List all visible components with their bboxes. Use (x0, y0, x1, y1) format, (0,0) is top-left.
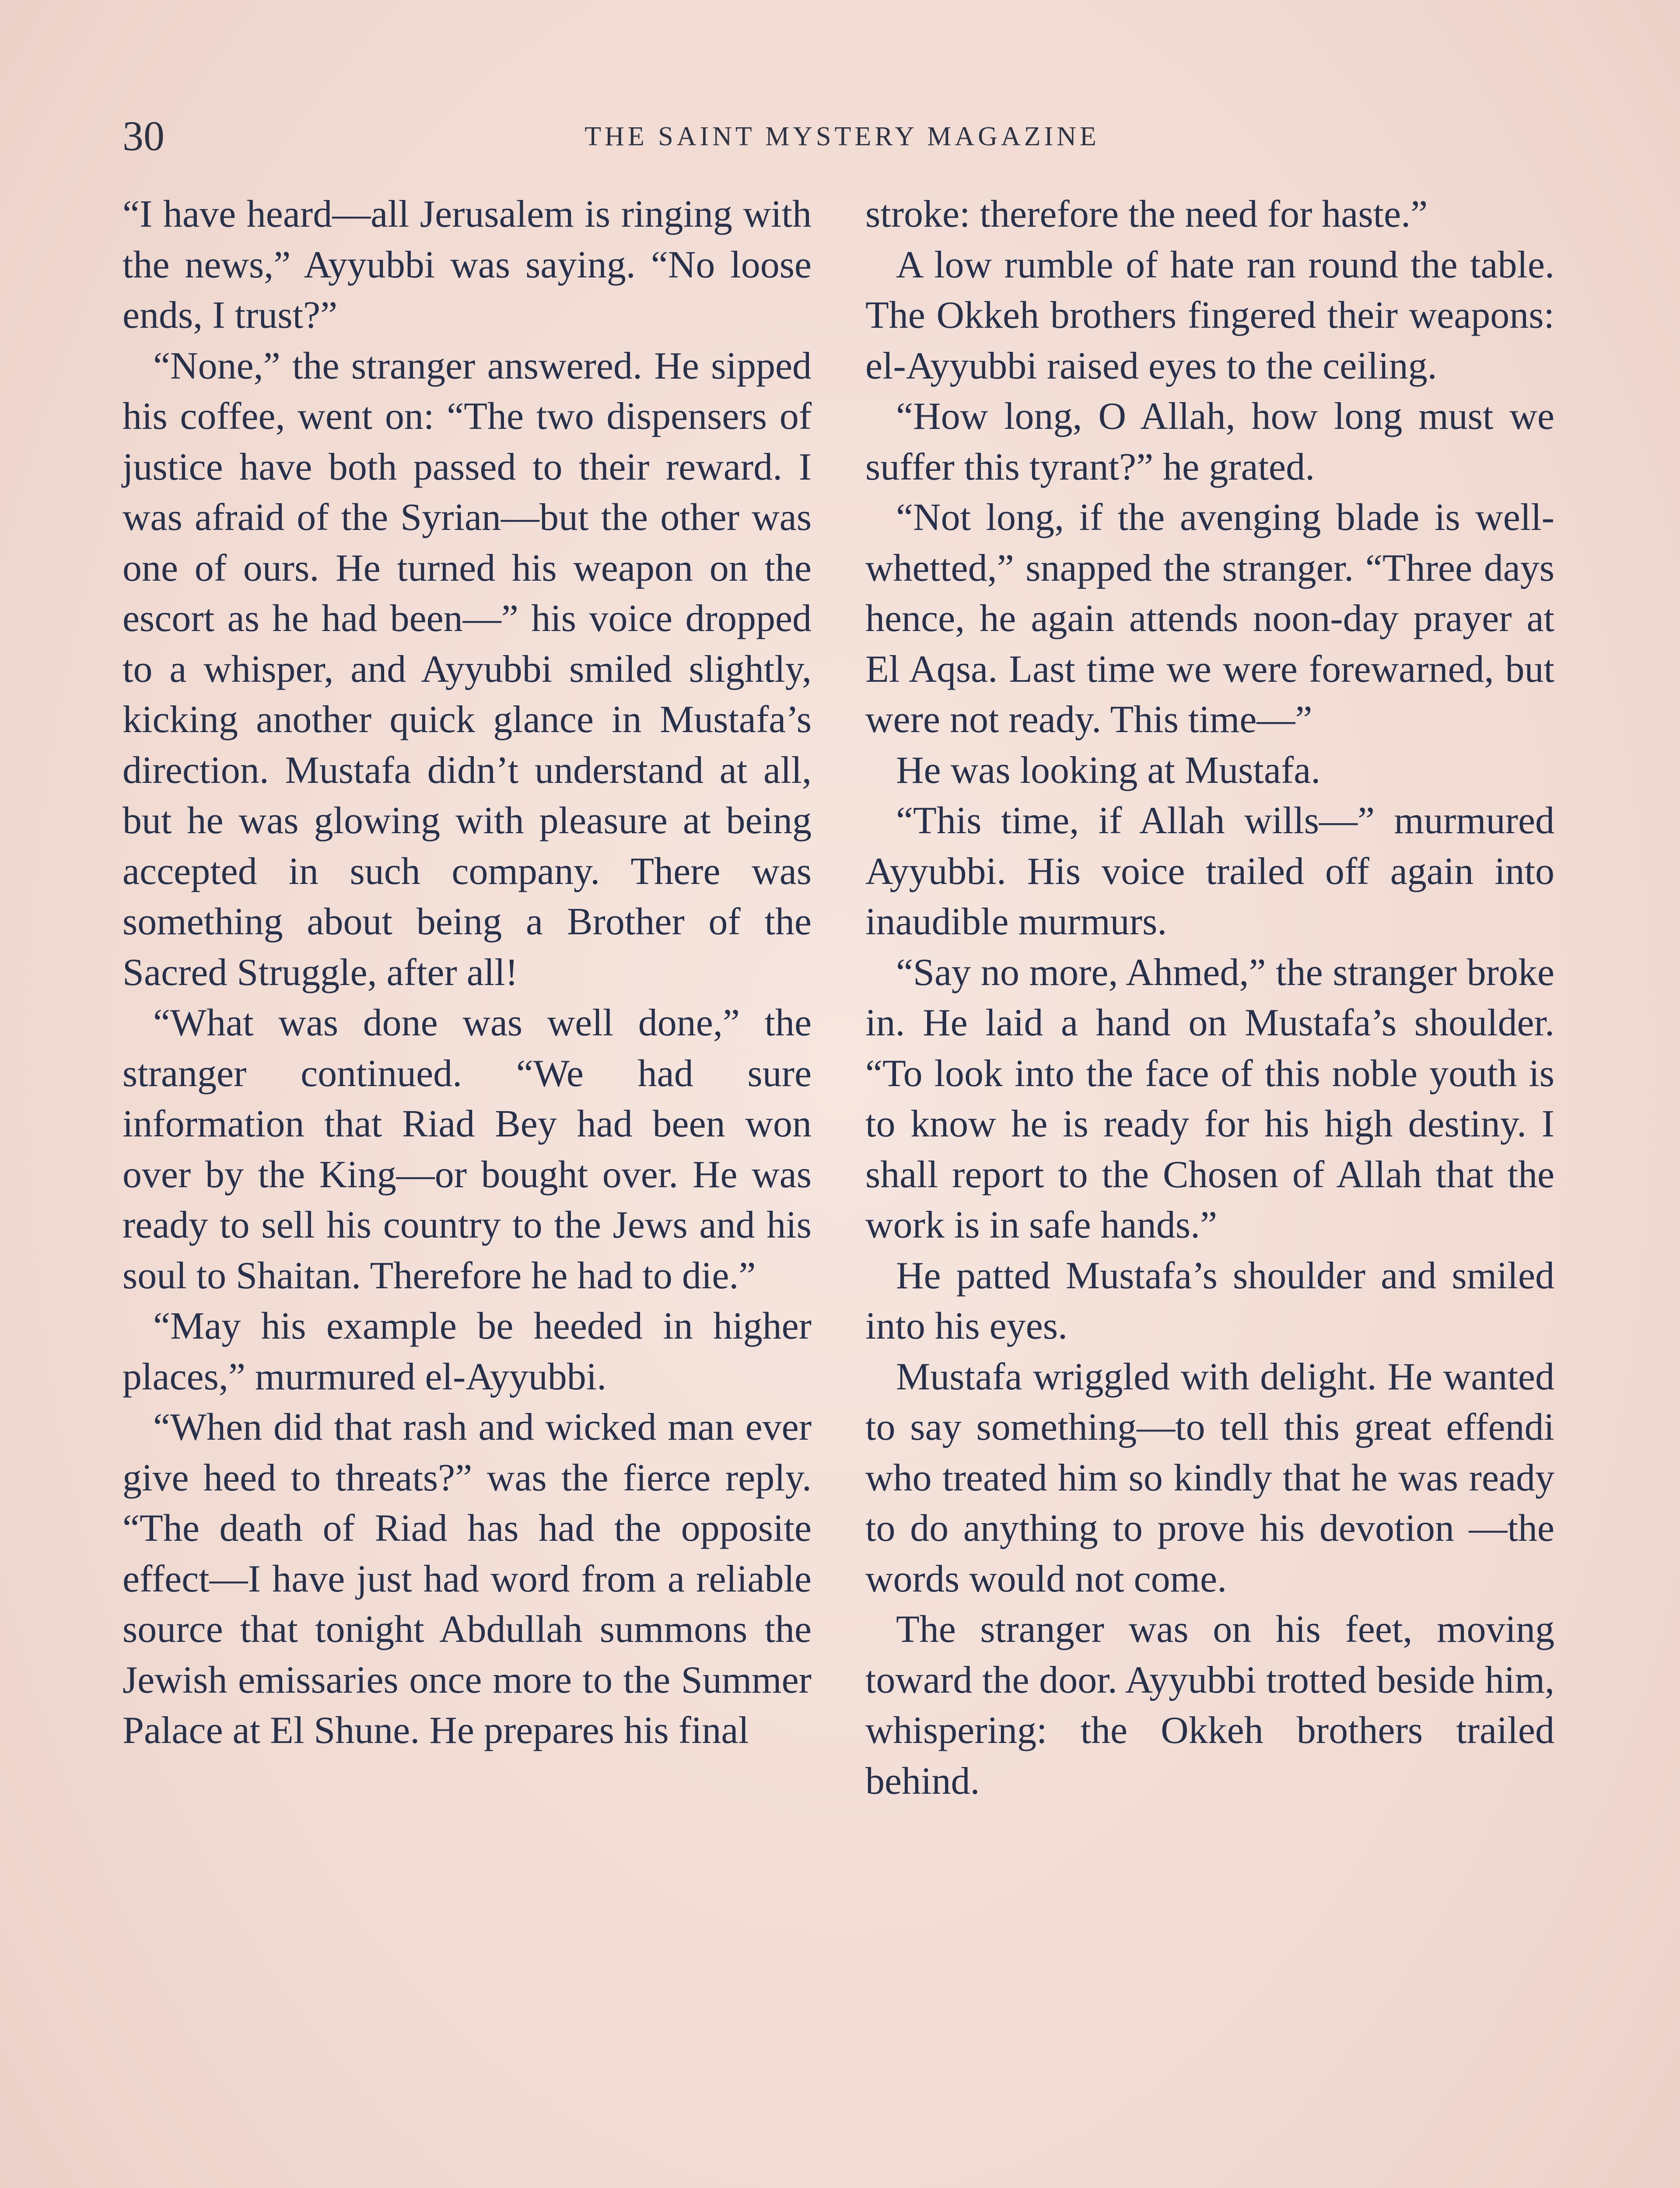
paragraph: “What was done was well done,” the stranger continued. “We had sure information that Riad Bey had been won over by the King—or bought over. He was ready to sell his country to the Jews and his soul to Shaitan. Therefore he had to die.” (122, 1002, 812, 1297)
paragraph: “Not long, if the avenging blade is well-whetted,” snapped the stranger. “Three days hence, he again attends noon-day prayer at El Aqsa. Last time we were forewarned, but were not ready. This time—” (865, 496, 1554, 741)
paragraph: stroke: therefore the need for haste.” (865, 193, 1428, 235)
paragraph: “How long, O Allah, how long must we suffer this tyrant?” he grated. (865, 395, 1554, 488)
paragraph: “This time, if Allah wills—” murmured Ayyubbi. His voice trailed off again into inaudible murmurs. (865, 799, 1554, 943)
page-number: 30 (122, 112, 164, 159)
paragraph: “I have heard—all Jerusalem is ringing with the news,” Ayyubbi was saying. “No loose ends, I trust?” (122, 193, 812, 337)
page-header (122, 112, 1562, 164)
left-column (122, 189, 812, 1756)
paragraph: “None,” the stranger answered. He sipped his coffee, went on: “The two dispensers of justice have both passed to their reward. I was afraid of the Syrian—but the other was one of ours. He turned his weapon on the escort as he had been—” his voice dropped to a whisper, and Ayyubbi smiled slightly, kicking another quick glance in Mustafa’s direction. Mustafa didn’t understand at all, but he was glowing with pleasure at being accepted in such company. There was something about being a Brother of the Sacred Struggle, after all! (122, 344, 812, 994)
paragraph: A low rumble of hate ran round the table. The Okkeh brothers fingered their weapons: el-Ayyubbi raised eyes to the ceiling. (865, 243, 1554, 387)
paragraph: “May his example be heeded in higher places,” murmured el-Ayyubbi. (122, 1305, 812, 1398)
paragraph: He was looking at Mustafa. (896, 749, 1321, 792)
right-column (865, 189, 1554, 1806)
paragraph: “When did that rash and wicked man ever give heed to threats?” was the fierce reply. “The death of Riad has had the opposite effect—I have just had word from a reliable source that tonight Abdullah summons the Jewish emissaries once more to the Summer Palace at El Shune. He prepares his final (122, 1406, 812, 1752)
running-title: THE SAINT MYSTERY MAGAZINE (584, 122, 1100, 151)
paragraph: “Say no more, Ahmed,” the stranger broke in. He laid a hand on Mustafa’s shoulder. “To look into the face of this noble youth is to know he is ready for his high destiny. I shall report to the Chosen of Allah that the work is in safe hands.” (865, 951, 1554, 1246)
paragraph: He patted Mustafa’s shoulder and smiled into his eyes. (865, 1254, 1554, 1347)
paragraph: Mustafa wriggled with delight. He wanted to say something—to tell this great effendi who treated him so kindly that he was ready to do anything to prove his devotion —the words would not come. (865, 1355, 1554, 1600)
paragraph: The stranger was on his feet, moving toward the door. Ayyubbi trotted beside him, whispering: the Okkeh brothers trailed behind. (865, 1608, 1554, 1802)
